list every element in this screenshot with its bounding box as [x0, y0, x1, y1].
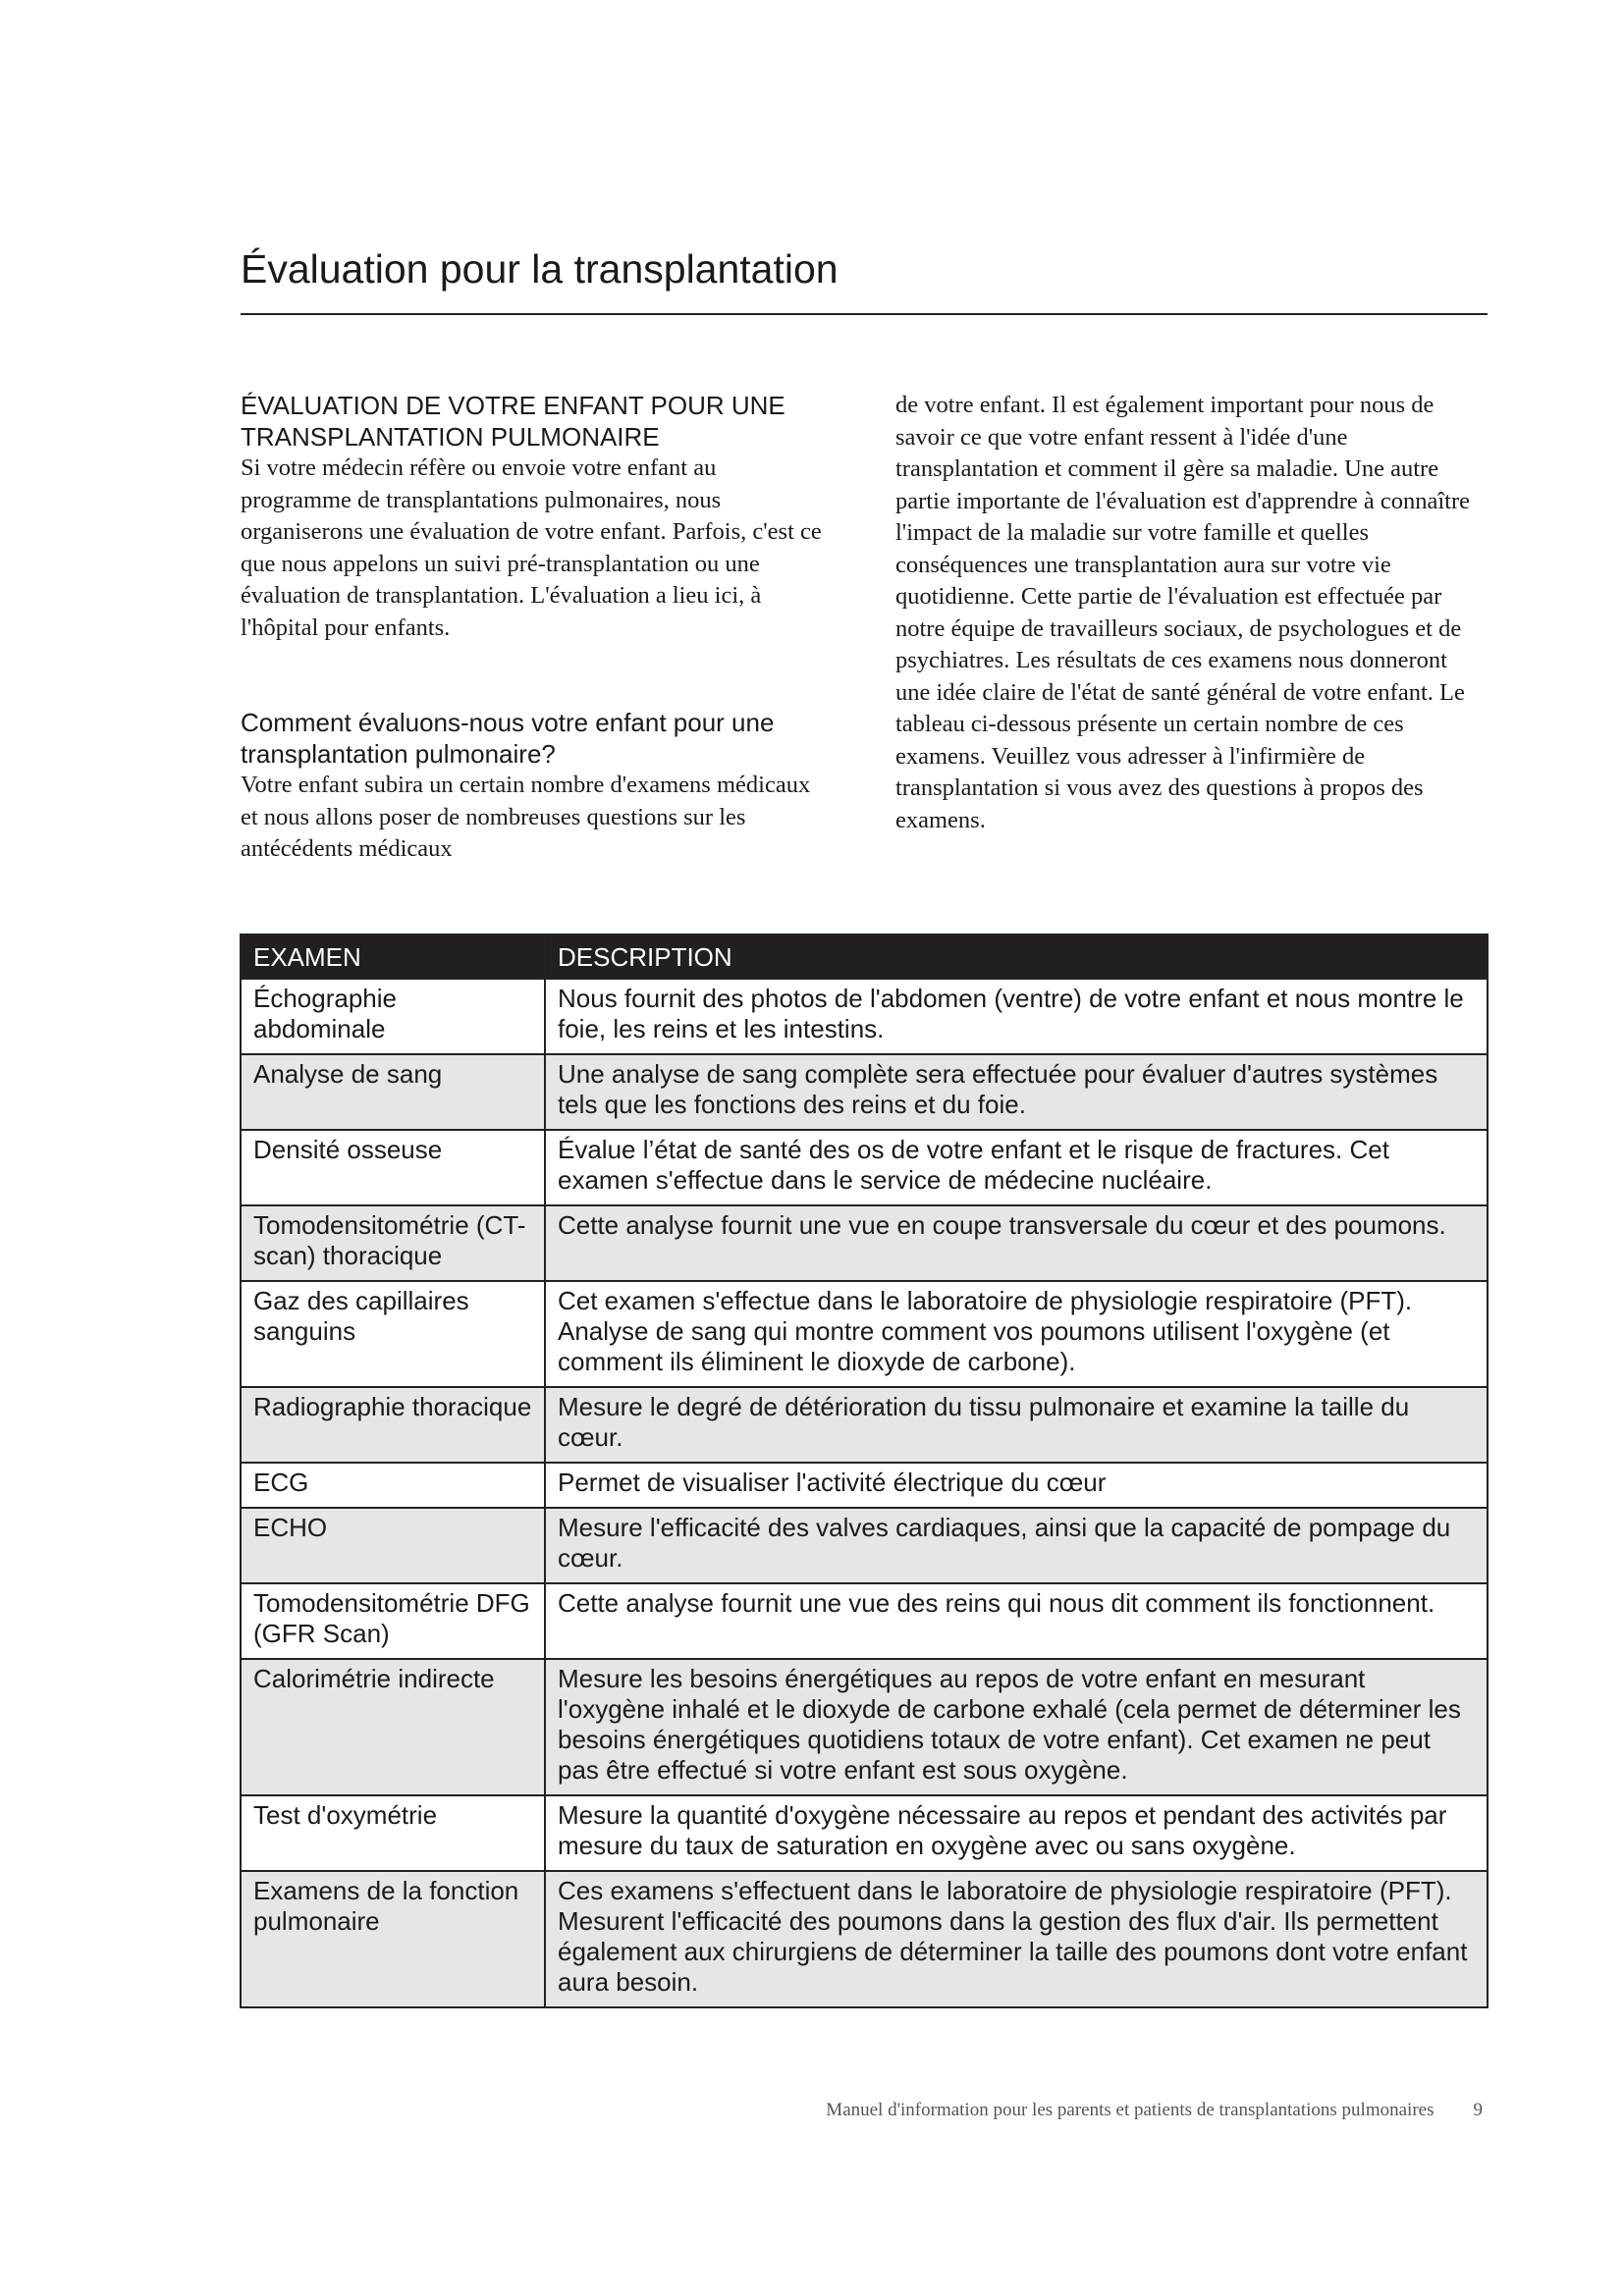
- page-title: Évaluation pour la transplantation: [241, 245, 1488, 315]
- continuation-paragraph: de votre enfant. Il est également important pour nous de savoir ce que votre enfant ressent à l'idée d'une transplantation et comment il gère sa maladie. Une autre partie importante de l'évaluation est d'apprendre à connaître l'impact de la maladie sur votre famille et quelles conséquences une transplantation aura sur votre vie quotidienne. Cette partie de l'évaluation est effectuée par notre équipe de travailleurs sociaux, de psychologues et de psychiatres. Les résultats de ces examens nous donneront une idée claire de l'état de santé général de votre enfant. Le tableau ci-dessous présente un certain nombre de ces examens. Veuillez vous adresser à l'infirmière de transplantation si vous avez des questions à propos des examens.: [895, 392, 1471, 833]
- left-column: [241, 390, 830, 866]
- table-row: [241, 1130, 1488, 1205]
- section-heading-how: Comment évaluons-nous votre enfant pour une transplantation pulmonaire?: [241, 708, 775, 769]
- table-header-row: [241, 934, 1488, 979]
- table-row: [241, 1508, 1488, 1583]
- exam-description: Mesure la quantité d'oxygène nécessaire au repos et pendant des activités par mesure du taux de saturation en oxygène avec ou sans oxygène.: [545, 1795, 1488, 1871]
- table-row: [241, 1387, 1488, 1463]
- exam-description: Ces examens s'effectuent dans le laboratoire de physiologie respiratoire (PFT). Mesurent l'efficacité des poumons dans la gestion des flux d'air. Ils permettent également aux chirurgiens de déterminer la taille des poumons dont votre enfant aura besoin.: [545, 1871, 1488, 2007]
- exam-name: Échographie abdominale: [241, 979, 545, 1054]
- exam-name: Tomodensitométrie DFG (GFR Scan): [241, 1583, 545, 1659]
- table-row: [241, 979, 1488, 1054]
- exam-description: Mesure les besoins énergétiques au repos de votre enfant en mesurant l'oxygène inhalé et le dioxyde de carbone exhalé (cela permet de déterminer les besoins énergétiques quotidiens totaux de votre enfant). Cet examen ne peut pas être effectué si votre enfant est sous oxygène.: [545, 1659, 1488, 1795]
- exam-description: Cette analyse fournit une vue en coupe transversale du cœur et des poumons.: [545, 1205, 1488, 1281]
- how-paragraph: Votre enfant subira un certain nombre d'examens médicaux et nous allons poser de nombreuses questions sur les antécédents médicaux: [241, 772, 811, 862]
- exam-name: Densité osseuse: [241, 1130, 545, 1205]
- table-row: [241, 1871, 1488, 2007]
- table-row: [241, 1054, 1488, 1130]
- exam-name: Calorimétrie indirecte: [241, 1659, 545, 1795]
- exam-name: Radiographie thoracique: [241, 1387, 545, 1463]
- exam-description: Cet examen s'effectue dans le laboratoire de physiologie respiratoire (PFT). Analyse de sang qui montre comment vos poumons utilisent l'oxygène (et comment ils éliminent le dioxyde de carbone).: [545, 1281, 1488, 1387]
- exam-name: Examens de la fonction pulmonaire: [241, 1871, 545, 2007]
- table-row: [241, 1205, 1488, 1281]
- exam-name: Analyse de sang: [241, 1054, 545, 1130]
- right-column: [895, 390, 1485, 836]
- page-footer: [687, 2100, 1483, 2121]
- section-heading-evaluation: ÉVALUATION DE VOTRE ENFANT POUR UNE TRANSPLANTATION PULMONAIRE: [241, 391, 785, 452]
- table-row: [241, 1281, 1488, 1387]
- exam-description: Une analyse de sang complète sera effectuée pour évaluer d'autres systèmes tels que les fonctions des reins et du foie.: [545, 1054, 1488, 1130]
- exam-name: Tomodensitométrie (CT-scan) thoracique: [241, 1205, 545, 1281]
- exam-name: ECG: [241, 1463, 545, 1508]
- column-header-description: DESCRIPTION: [545, 934, 1488, 979]
- exam-description: Permet de visualiser l'activité électrique du cœur: [545, 1463, 1488, 1508]
- table-row: [241, 1659, 1488, 1795]
- exam-name: ECHO: [241, 1508, 545, 1583]
- exam-description: Mesure l'efficacité des valves cardiaques, ainsi que la capacité de pompage du cœur.: [545, 1508, 1488, 1583]
- footer-text: Manuel d'information pour les parents et patients de transplantations pulmonaires: [826, 2100, 1435, 2120]
- exam-description: Mesure le degré de détérioration du tissu pulmonaire et examine la taille du cœur.: [545, 1387, 1488, 1463]
- exam-name: Gaz des capillaires sanguins: [241, 1281, 545, 1387]
- table-row: [241, 1463, 1488, 1508]
- page-number: 9: [1473, 2100, 1483, 2120]
- exam-name: Test d'oxymétrie: [241, 1795, 545, 1871]
- table-row: [241, 1795, 1488, 1871]
- exam-table: [240, 934, 1489, 2008]
- exam-description: Nous fournit des photos de l'abdomen (ventre) de votre enfant et nous montre le foie, les reins et les intestins.: [545, 979, 1488, 1054]
- exam-description: Évalue l’état de santé des os de votre enfant et le risque de fractures. Cet examen s'effectue dans le service de médecine nucléaire.: [545, 1130, 1488, 1205]
- column-header-exam: EXAMEN: [241, 934, 545, 979]
- table-row: [241, 1583, 1488, 1659]
- intro-paragraph: Si votre médecin réfère ou envoie votre enfant au programme de transplantations pulmonaires, nous organiserons une évaluation de votre enfant. Parfois, c'est ce que nous appelons un suivi pré-transplantation ou une évaluation de transplantation. L'évaluation a lieu ici, à l'hôpital pour enfants.: [241, 454, 822, 641]
- exam-description: Cette analyse fournit une vue des reins qui nous dit comment ils fonctionnent.: [545, 1583, 1488, 1659]
- spacer: [241, 644, 830, 707]
